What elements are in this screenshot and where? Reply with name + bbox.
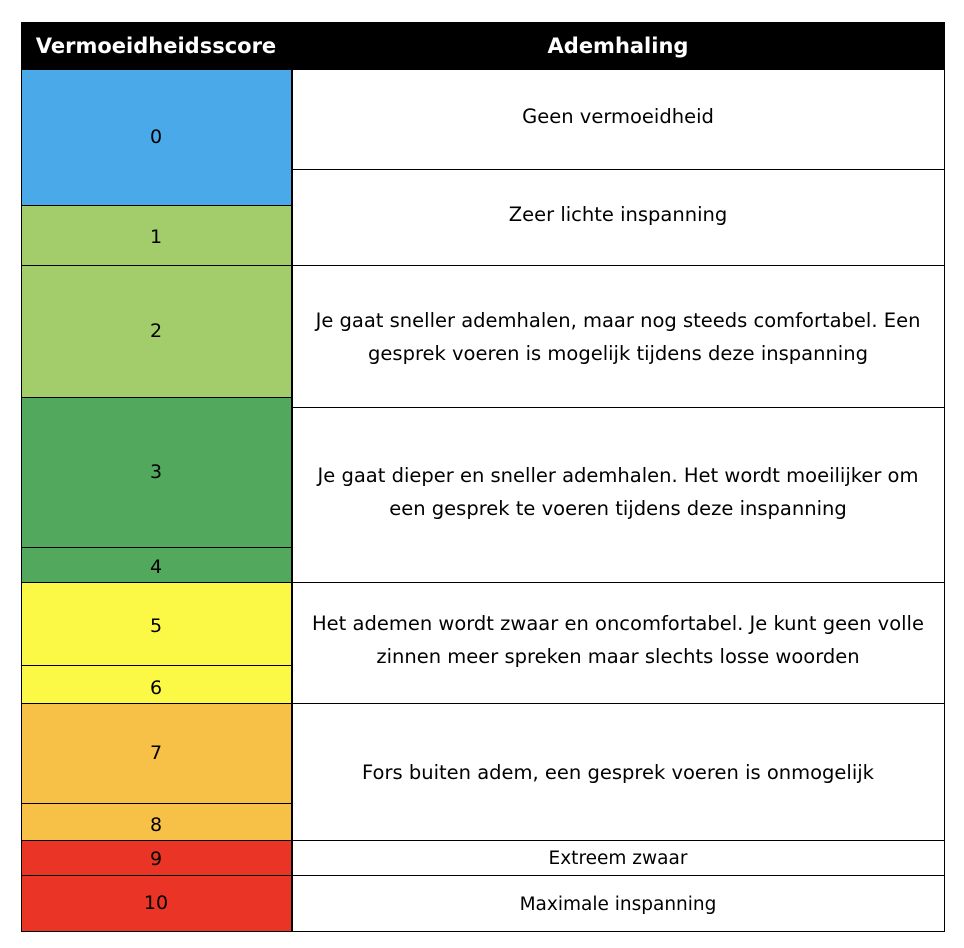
description-cell-4: Het ademen wordt zwaar en oncomfortabel. Je kunt geen volle zinnen meer spreken maar slechts losse woorden: [291, 583, 945, 704]
score-cell-0: [21, 70, 291, 206]
score-cell-1: [21, 206, 291, 266]
description-cell-1: Zeer lichte inspanning: [291, 170, 945, 266]
score-cell-9: [21, 841, 291, 876]
description-cell-3: Je gaat dieper en sneller ademhalen. Het wordt moeilijker om een gesprek te voeren tijdens deze inspanning: [291, 408, 945, 583]
score-cell-4: [21, 548, 291, 583]
score-label: 10: [143, 892, 169, 914]
score-label: 0: [149, 126, 163, 148]
borg-scale-table: [21, 22, 945, 932]
score-cell-6: [21, 666, 291, 704]
score-cell-10: [21, 876, 291, 932]
description-cell-7: Maximale inspanning: [519, 893, 717, 915]
score-label: 5: [149, 615, 163, 637]
score-label: 8: [149, 814, 163, 836]
score-label: 2: [149, 320, 163, 342]
score-label: 6: [149, 677, 163, 699]
description-cell-2: Je gaat sneller ademhalen, maar nog steeds comfortabel. Een gesprek voeren is mogelijk tijdens deze inspanning: [291, 266, 945, 408]
score-cell-8: [21, 804, 291, 841]
score-label: 4: [149, 556, 163, 578]
header-breathing: Ademhaling: [291, 22, 945, 70]
score-cell-7: [21, 704, 291, 804]
score-label: 7: [149, 742, 163, 764]
description-cell-5: Fors buiten adem, een gesprek voeren is onmogelijk: [291, 704, 945, 841]
score-label: 3: [149, 461, 163, 483]
score-label: 9: [149, 848, 163, 870]
score-cell-3: [21, 398, 291, 548]
header-score: Vermoeidheidsscore: [21, 22, 291, 70]
score-label: 1: [149, 226, 163, 248]
score-cell-2: [21, 266, 291, 398]
description-cell-6: Extreem zwaar: [291, 841, 945, 876]
score-cell-5: [21, 583, 291, 666]
description-cell-0: Geen vermoeidheid: [291, 70, 945, 170]
